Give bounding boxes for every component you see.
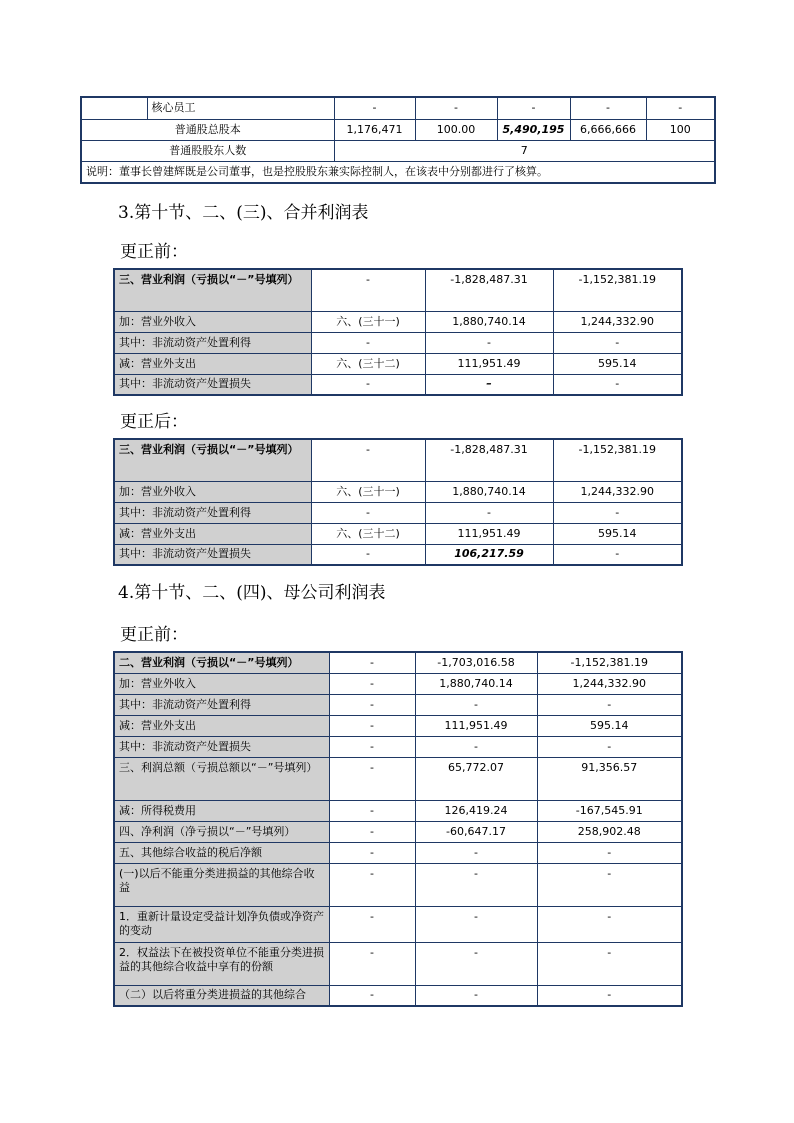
note-cell: - [329, 673, 415, 694]
prior-period-value: 595.14 [537, 715, 682, 736]
row-label: 其中：非流动资产处置利得 [114, 332, 311, 353]
prior-period-value: - [537, 736, 682, 757]
consolidated-after-table [113, 438, 683, 566]
row-label: 三、营业利润（亏损以“－”号填列） [114, 269, 311, 311]
current-period-value: -60,647.17 [415, 821, 537, 842]
current-period-value: 111,951.49 [425, 523, 553, 544]
row-label: 核心员工 [147, 97, 334, 119]
table-row [114, 906, 682, 942]
current-period-value: 1,880,740.14 [415, 673, 537, 694]
table-row [114, 736, 682, 757]
note-cell: - [311, 374, 425, 395]
current-period-value: 106,217.59 [425, 544, 553, 565]
note-cell: - [311, 544, 425, 565]
prior-period-value: -1,152,381.19 [537, 652, 682, 673]
prior-period-value: -1,152,381.19 [553, 269, 682, 311]
row-label: 其中：非流动资产处置利得 [114, 502, 311, 523]
prior-period-value: - [537, 863, 682, 906]
note-cell: - [329, 821, 415, 842]
current-period-value: – [425, 374, 553, 395]
prior-period-value: 595.14 [553, 523, 682, 544]
note-cell: - [329, 652, 415, 673]
row-label: 加：营业外收入 [114, 673, 329, 694]
section-heading: 4.第十节、二、(四)、母公司利润表 [118, 583, 386, 603]
table-cell: - [570, 97, 646, 119]
current-period-value: 111,951.49 [425, 353, 553, 374]
prior-period-value: 595.14 [553, 353, 682, 374]
consolidated-before-table [113, 268, 683, 396]
table-row [114, 985, 682, 1006]
row-label: 1．重新计量设定受益计划净负债或净资产的变动 [114, 906, 329, 942]
row-label: 四、净利润（净亏损以“－”号填列） [114, 821, 329, 842]
note-cell: 六、(三十一) [311, 481, 425, 502]
row-label: 三、营业利润（亏损以“－”号填列） [114, 439, 311, 481]
table-row [114, 694, 682, 715]
share-structure-table [80, 96, 716, 184]
note-cell: 六、(三十二) [311, 353, 425, 374]
table-cell: 6,666,666 [570, 119, 646, 140]
table-row [81, 119, 715, 140]
row-label: 减：营业外支出 [114, 353, 311, 374]
row-label: 2．权益法下在被投资单位不能重分类进损益的其他综合收益中享有的份额 [114, 942, 329, 985]
current-period-value: 111,951.49 [415, 715, 537, 736]
row-label: 二、营业利润（亏损以“－”号填列） [114, 652, 329, 673]
row-label: 其中：非流动资产处置损失 [114, 374, 311, 395]
table-row [114, 942, 682, 985]
table-row [114, 481, 682, 502]
note-cell: - [329, 842, 415, 863]
current-period-value: 1,880,740.14 [425, 481, 553, 502]
after-label: 更正后： [120, 412, 188, 432]
table-row [114, 715, 682, 736]
row-label: (一)以后不能重分类进损益的其他综合收益 [114, 863, 329, 906]
table-row [114, 673, 682, 694]
row-label: 普通股股东人数 [81, 140, 334, 161]
table-cell: - [497, 97, 570, 119]
table-row [114, 863, 682, 906]
prior-period-value: - [553, 544, 682, 565]
prior-period-value: - [537, 842, 682, 863]
row-label: 其中：非流动资产处置利得 [114, 694, 329, 715]
note-cell: - [329, 757, 415, 800]
row-label: 其中：非流动资产处置损失 [114, 736, 329, 757]
note-cell: 六、(三十二) [311, 523, 425, 544]
before-label: 更正前： [120, 242, 188, 262]
row-label: 减：所得税费用 [114, 800, 329, 821]
table-row [114, 502, 682, 523]
row-label: 其中：非流动资产处置损失 [114, 544, 311, 565]
table-row [114, 439, 682, 481]
section-heading: 3.第十节、二、(三)、合并利润表 [118, 203, 369, 223]
current-period-value: -1,828,487.31 [425, 269, 553, 311]
note-cell: - [311, 502, 425, 523]
prior-period-value: - [553, 332, 682, 353]
note-cell: - [329, 942, 415, 985]
table-row [81, 161, 715, 183]
current-period-value: 126,419.24 [415, 800, 537, 821]
table-row [114, 269, 682, 311]
table-row [81, 140, 715, 161]
table-row [114, 523, 682, 544]
prior-period-value: 91,356.57 [537, 757, 682, 800]
current-period-value: - [415, 942, 537, 985]
row-label: 三、利润总额（亏损总额以“－”号填列） [114, 757, 329, 800]
row-label: 减：营业外支出 [114, 523, 311, 544]
table-row [114, 311, 682, 332]
parent-before-table [113, 651, 683, 1007]
note-cell: - [311, 269, 425, 311]
current-period-value: - [415, 906, 537, 942]
current-period-value: - [415, 736, 537, 757]
current-period-value: - [415, 985, 537, 1006]
note-cell: - [329, 715, 415, 736]
row-label: 加：营业外收入 [114, 481, 311, 502]
note-cell: - [329, 985, 415, 1006]
note-cell: - [329, 736, 415, 757]
note-cell: - [311, 332, 425, 353]
table-cell: - [646, 97, 715, 119]
table-row [114, 800, 682, 821]
note-cell: - [329, 694, 415, 715]
table-row [114, 332, 682, 353]
current-period-value: - [425, 502, 553, 523]
table-cell: 100.00 [415, 119, 497, 140]
current-period-value: 65,772.07 [415, 757, 537, 800]
table-cell: - [334, 97, 415, 119]
note-cell: - [329, 906, 415, 942]
prior-period-value: - [553, 374, 682, 395]
current-period-value: - [415, 863, 537, 906]
note-cell: - [329, 863, 415, 906]
table-row [114, 544, 682, 565]
prior-period-value: -167,545.91 [537, 800, 682, 821]
table-note: 说明：董事长曾建辉既是公司董事，也是控股股东兼实际控制人，在该表中分别都进行了核算。 [81, 161, 715, 183]
table-row [114, 842, 682, 863]
current-period-value: 1,880,740.14 [425, 311, 553, 332]
note-cell: - [311, 439, 425, 481]
table-cell: - [415, 97, 497, 119]
corrected-value: 5,490,195 [497, 119, 570, 140]
prior-period-value: - [537, 906, 682, 942]
prior-period-value: 1,244,332.90 [553, 311, 682, 332]
row-label: 五、其他综合收益的税后净额 [114, 842, 329, 863]
table-row [114, 821, 682, 842]
prior-period-value: - [553, 502, 682, 523]
table-row [114, 374, 682, 395]
prior-period-value: - [537, 985, 682, 1006]
row-label: 加：营业外收入 [114, 311, 311, 332]
row-label: 减：营业外支出 [114, 715, 329, 736]
table-cell: 1,176,471 [334, 119, 415, 140]
current-period-value: - [415, 842, 537, 863]
before-label: 更正前： [120, 625, 188, 645]
current-period-value: -1,828,487.31 [425, 439, 553, 481]
row-label: （二）以后将重分类进损益的其他综合 [114, 985, 329, 1006]
table-row [114, 652, 682, 673]
empty-cell [81, 97, 147, 119]
current-period-value: - [415, 694, 537, 715]
prior-period-value: - [537, 694, 682, 715]
prior-period-value: -1,152,381.19 [553, 439, 682, 481]
row-label: 普通股总股本 [81, 119, 334, 140]
table-cell: 100 [646, 119, 715, 140]
prior-period-value: - [537, 942, 682, 985]
prior-period-value: 1,244,332.90 [553, 481, 682, 502]
note-cell: 六、(三十一) [311, 311, 425, 332]
note-cell: - [329, 800, 415, 821]
table-row [81, 97, 715, 119]
table-cell: 7 [334, 140, 715, 161]
table-row [114, 353, 682, 374]
prior-period-value: 258,902.48 [537, 821, 682, 842]
current-period-value: -1,703,016.58 [415, 652, 537, 673]
current-period-value: - [425, 332, 553, 353]
table-row [114, 757, 682, 800]
prior-period-value: 1,244,332.90 [537, 673, 682, 694]
